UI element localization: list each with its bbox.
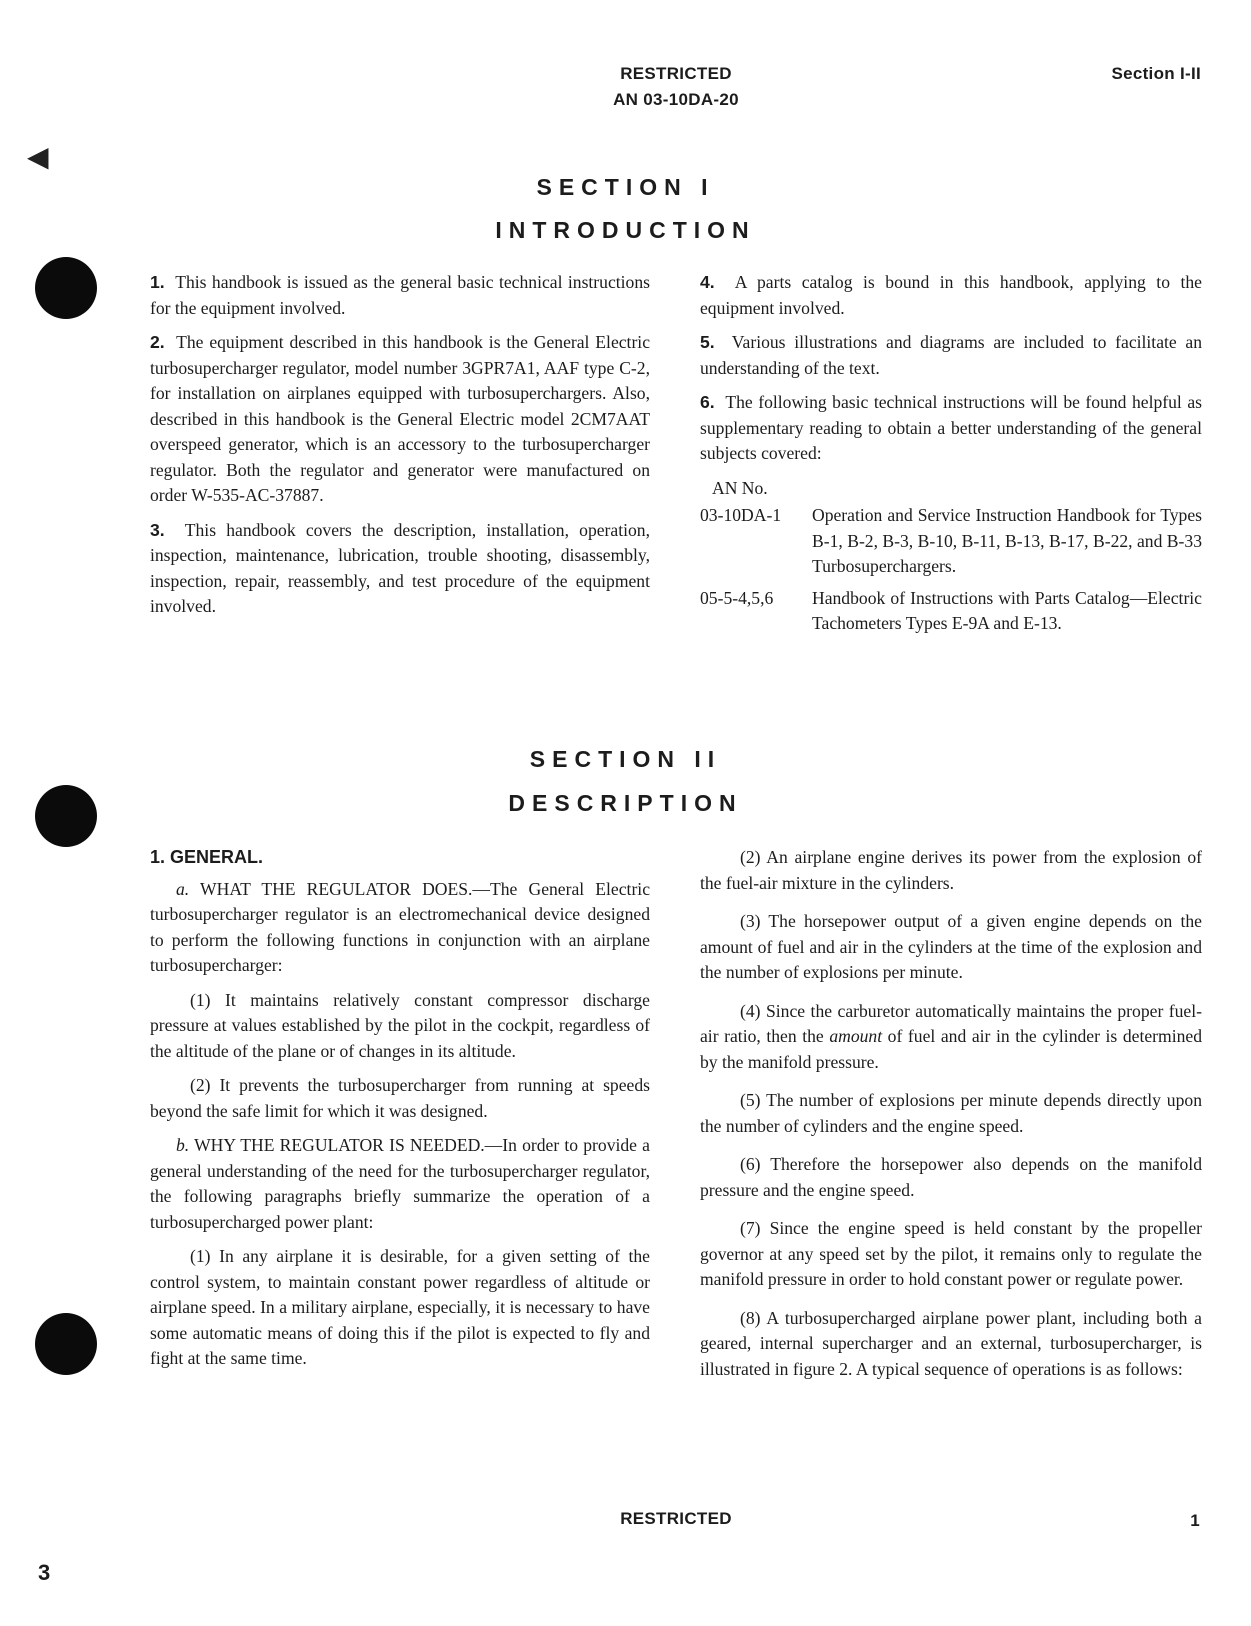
para-a-item-2: (2) It prevents the turbosupercharger from running at speeds beyond the safe limit for which it was designed. (150, 1075, 650, 1121)
intro-paragraph-5: 5. Various illustrations and diagrams are included to facilitate an understanding of the text. (700, 332, 1203, 378)
header-doc-number: AN 03-10DA-20 (613, 90, 739, 109)
para-b-item-1: (1) In any airplane it is desirable, for a given setting of the control system, to maintain constant power regardless of altitude or airplane speed. In a military airplane, especially, it is necessary to have some automatic means of doing this if the pilot is expected to fly and fight at the same time. (150, 1246, 650, 1368)
para-b-item-7: (7) Since the engine speed is held constant by the propeller governor at any speed set by the pilot, it remains only to regulate the manifold pressure in order to hold constant power or regulate power. (700, 1218, 1202, 1289)
reference-text: Handbook of Instructions with Parts Catalog—Electric Tachometers Types E-9A and E-13. (812, 587, 1202, 633)
reference-row (700, 503, 1202, 580)
para-a: a. WHAT THE REGULATOR DOES.—The General Electric turbosupercharger regulator is an electromechanical device designed to perform the following functions in conjunction with an airplane turbosupercharger: (150, 878, 650, 975)
intro-paragraph-3: 3. This handbook covers the description, installation, operation, inspection, maintenance, lubrication, trouble shooting, disassembly, inspection, repair, reassembly, and test procedure of the equipment involved. (150, 519, 650, 616)
margin-arrow-icon: ◀ (27, 140, 49, 173)
para-b: b. WHY THE REGULATOR IS NEEDED.—In order to provide a general understanding of the need for the turbosupercharger regulator, the following paragraphs briefly summarize the operation of a turbosupercharged power plant: (150, 1135, 650, 1232)
para-a-item-1: (1) It maintains relatively constant compressor discharge pressure at values established by the pilot in the cockpit, regardless of the altitude of the plane or of changes in its altitude. (150, 989, 650, 1061)
header-restricted: RESTRICTED (620, 64, 732, 83)
section1-title: SECTION I (536, 174, 715, 200)
section2-left-column (150, 845, 650, 1381)
reference-row (700, 586, 1202, 637)
intro-paragraph-2: 2. The equipment described in this handbook is the General Electric turbosupercharger regulator, model number 3GPR7A1, AAF type C-2, for installation on airplanes equipped with turbosuperchargers. Also, described in this handbook is the General Electric model 2CM7AAT overspeed generator, which is an accessory to the turbosupercharger regulator. Both the regulator and generator were manufactured on order W-535-AC-37887. (150, 332, 651, 505)
footer-sheet-number: 3 (38, 1560, 51, 1585)
reference-code: 03-10DA-1 (700, 505, 782, 525)
punch-hole-bottom (35, 1313, 97, 1375)
section2-right-column (700, 845, 1202, 1391)
section2-title: SECTION II (529, 746, 722, 772)
section1-right-column (700, 270, 1202, 643)
section1-subtitle: INTRODUCTION (495, 217, 756, 243)
general-heading: 1. GENERAL. (150, 847, 264, 867)
intro-paragraph-6: 6. The following basic technical instructions will be found helpful as supplementary reading to obtain a better understanding of the general subjects covered: (700, 392, 1202, 463)
para-b-item-5: (5) The number of explosions per minute depends directly upon the number of cylinders and the engine speed. (700, 1090, 1202, 1136)
para-b-item-4: (4) Since the carburetor automatically maintains the proper fuel-air ratio, then the amount of fuel and air in the cylinder is determined by the manifold pressure. (700, 1000, 1202, 1072)
footer-page-number: 1 (1190, 1511, 1200, 1530)
section1-left-column (150, 270, 650, 629)
reference-code: 05-5-4,5,6 (700, 587, 774, 608)
footer-restricted: RESTRICTED (620, 1509, 732, 1528)
header-section-ref: Section I-II (1111, 64, 1201, 83)
an-number-label: AN No. (712, 477, 768, 498)
section2-subtitle: DESCRIPTION (508, 790, 743, 816)
para-b-item-8: (8) A turbosupercharged airplane power plant, including both a geared, internal supercharger and an external, turbosupercharger, is illustrated in figure 2. A typical sequence of operations is as follows: (700, 1307, 1202, 1379)
intro-paragraph-1: 1. This handbook is issued as the general basic technical instructions for the equipment involved. (150, 272, 650, 318)
para-b-item-6: (6) Therefore the horsepower also depends on the manifold pressure and the engine speed. (700, 1154, 1202, 1200)
para-b-item-2: (2) An airplane engine derives its power from the explosion of the fuel-air mixture in the cylinders. (700, 847, 1202, 893)
reference-text: Operation and Service Instruction Handbook for Types B-1, B-2, B-3, B-10, B-11, B-13, B-17, B-22, and B-33 Turbosuperchargers. (812, 505, 1202, 576)
para-b-item-3: (3) The horsepower output of a given engine depends on the amount of fuel and air in the cylinders at the time of the explosion and the number of explosions per minute. (700, 911, 1202, 982)
intro-paragraph-4: 4. A parts catalog is bound in this handbook, applying to the equipment involved. (700, 272, 1202, 318)
punch-hole-top (35, 257, 97, 319)
